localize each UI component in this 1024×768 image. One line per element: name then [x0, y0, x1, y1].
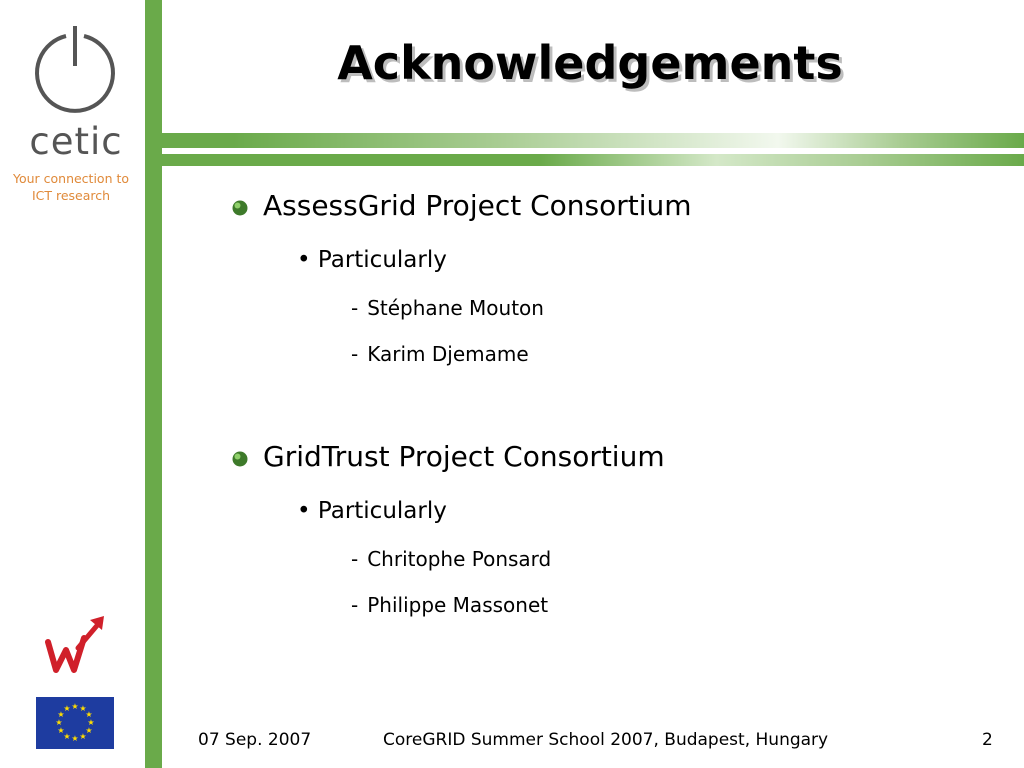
- svg-text:★: ★: [71, 702, 79, 711]
- svg-text:★: ★: [79, 704, 87, 713]
- sub-item-text: Particularly: [317, 498, 447, 524]
- person-name: Stéphane Mouton: [367, 296, 544, 320]
- walloon-rooster-logo-icon: [44, 614, 108, 674]
- sub-item-particularly: • Particularly: [297, 247, 447, 273]
- svg-text:★: ★: [57, 710, 65, 719]
- svg-text:★: ★: [57, 726, 65, 735]
- eu-stars-icon: [36, 697, 114, 749]
- green-sphere-bullet-icon: [231, 199, 249, 217]
- cetic-logo-icon: [28, 26, 122, 122]
- person-item: - Chritophe Ponsard: [351, 547, 552, 571]
- section-heading-assessgrid: AssessGrid Project Consortium: [263, 189, 692, 222]
- top-green-band: [145, 133, 1024, 148]
- cetic-logo-text: cetic: [29, 120, 123, 163]
- svg-text:★: ★: [85, 710, 93, 719]
- footer-page-number: 2: [982, 730, 993, 750]
- sub-item-particularly: • Particularly: [297, 498, 447, 524]
- person-name: Philippe Massonet: [367, 593, 549, 617]
- footer-date: 07 Sep. 2007: [198, 730, 312, 750]
- svg-text:★: ★: [63, 732, 71, 741]
- sub-item-text: Particularly: [317, 247, 447, 273]
- svg-text:★: ★: [71, 734, 79, 743]
- person-name: Karim Djemame: [367, 342, 529, 366]
- person-name: Chritophe Ponsard: [367, 547, 552, 571]
- person-item: - Stéphane Mouton: [351, 296, 544, 320]
- green-sphere-bullet-icon: [231, 450, 249, 468]
- cetic-tagline: [2, 170, 140, 204]
- tagline-line-2: ICT research: [31, 188, 111, 203]
- svg-text:★: ★: [87, 718, 95, 727]
- svg-text:★: ★: [55, 718, 63, 727]
- section-heading-gridtrust: GridTrust Project Consortium: [263, 440, 665, 473]
- left-green-bar: [145, 0, 162, 768]
- person-item: - Philippe Massonet: [351, 593, 549, 617]
- eu-flag-icon: [36, 697, 114, 749]
- tagline-line-1: Your connection to: [12, 171, 130, 186]
- svg-text:★: ★: [63, 704, 71, 713]
- footer-event: CoreGRID Summer School 2007, Budapest, Hungary: [383, 730, 829, 750]
- slide-title: Acknowledgements: [337, 36, 843, 90]
- svg-text:★: ★: [85, 726, 93, 735]
- person-item: - Karim Djemame: [351, 342, 529, 366]
- lower-green-band: [145, 154, 1024, 166]
- svg-text:★: ★: [79, 732, 87, 741]
